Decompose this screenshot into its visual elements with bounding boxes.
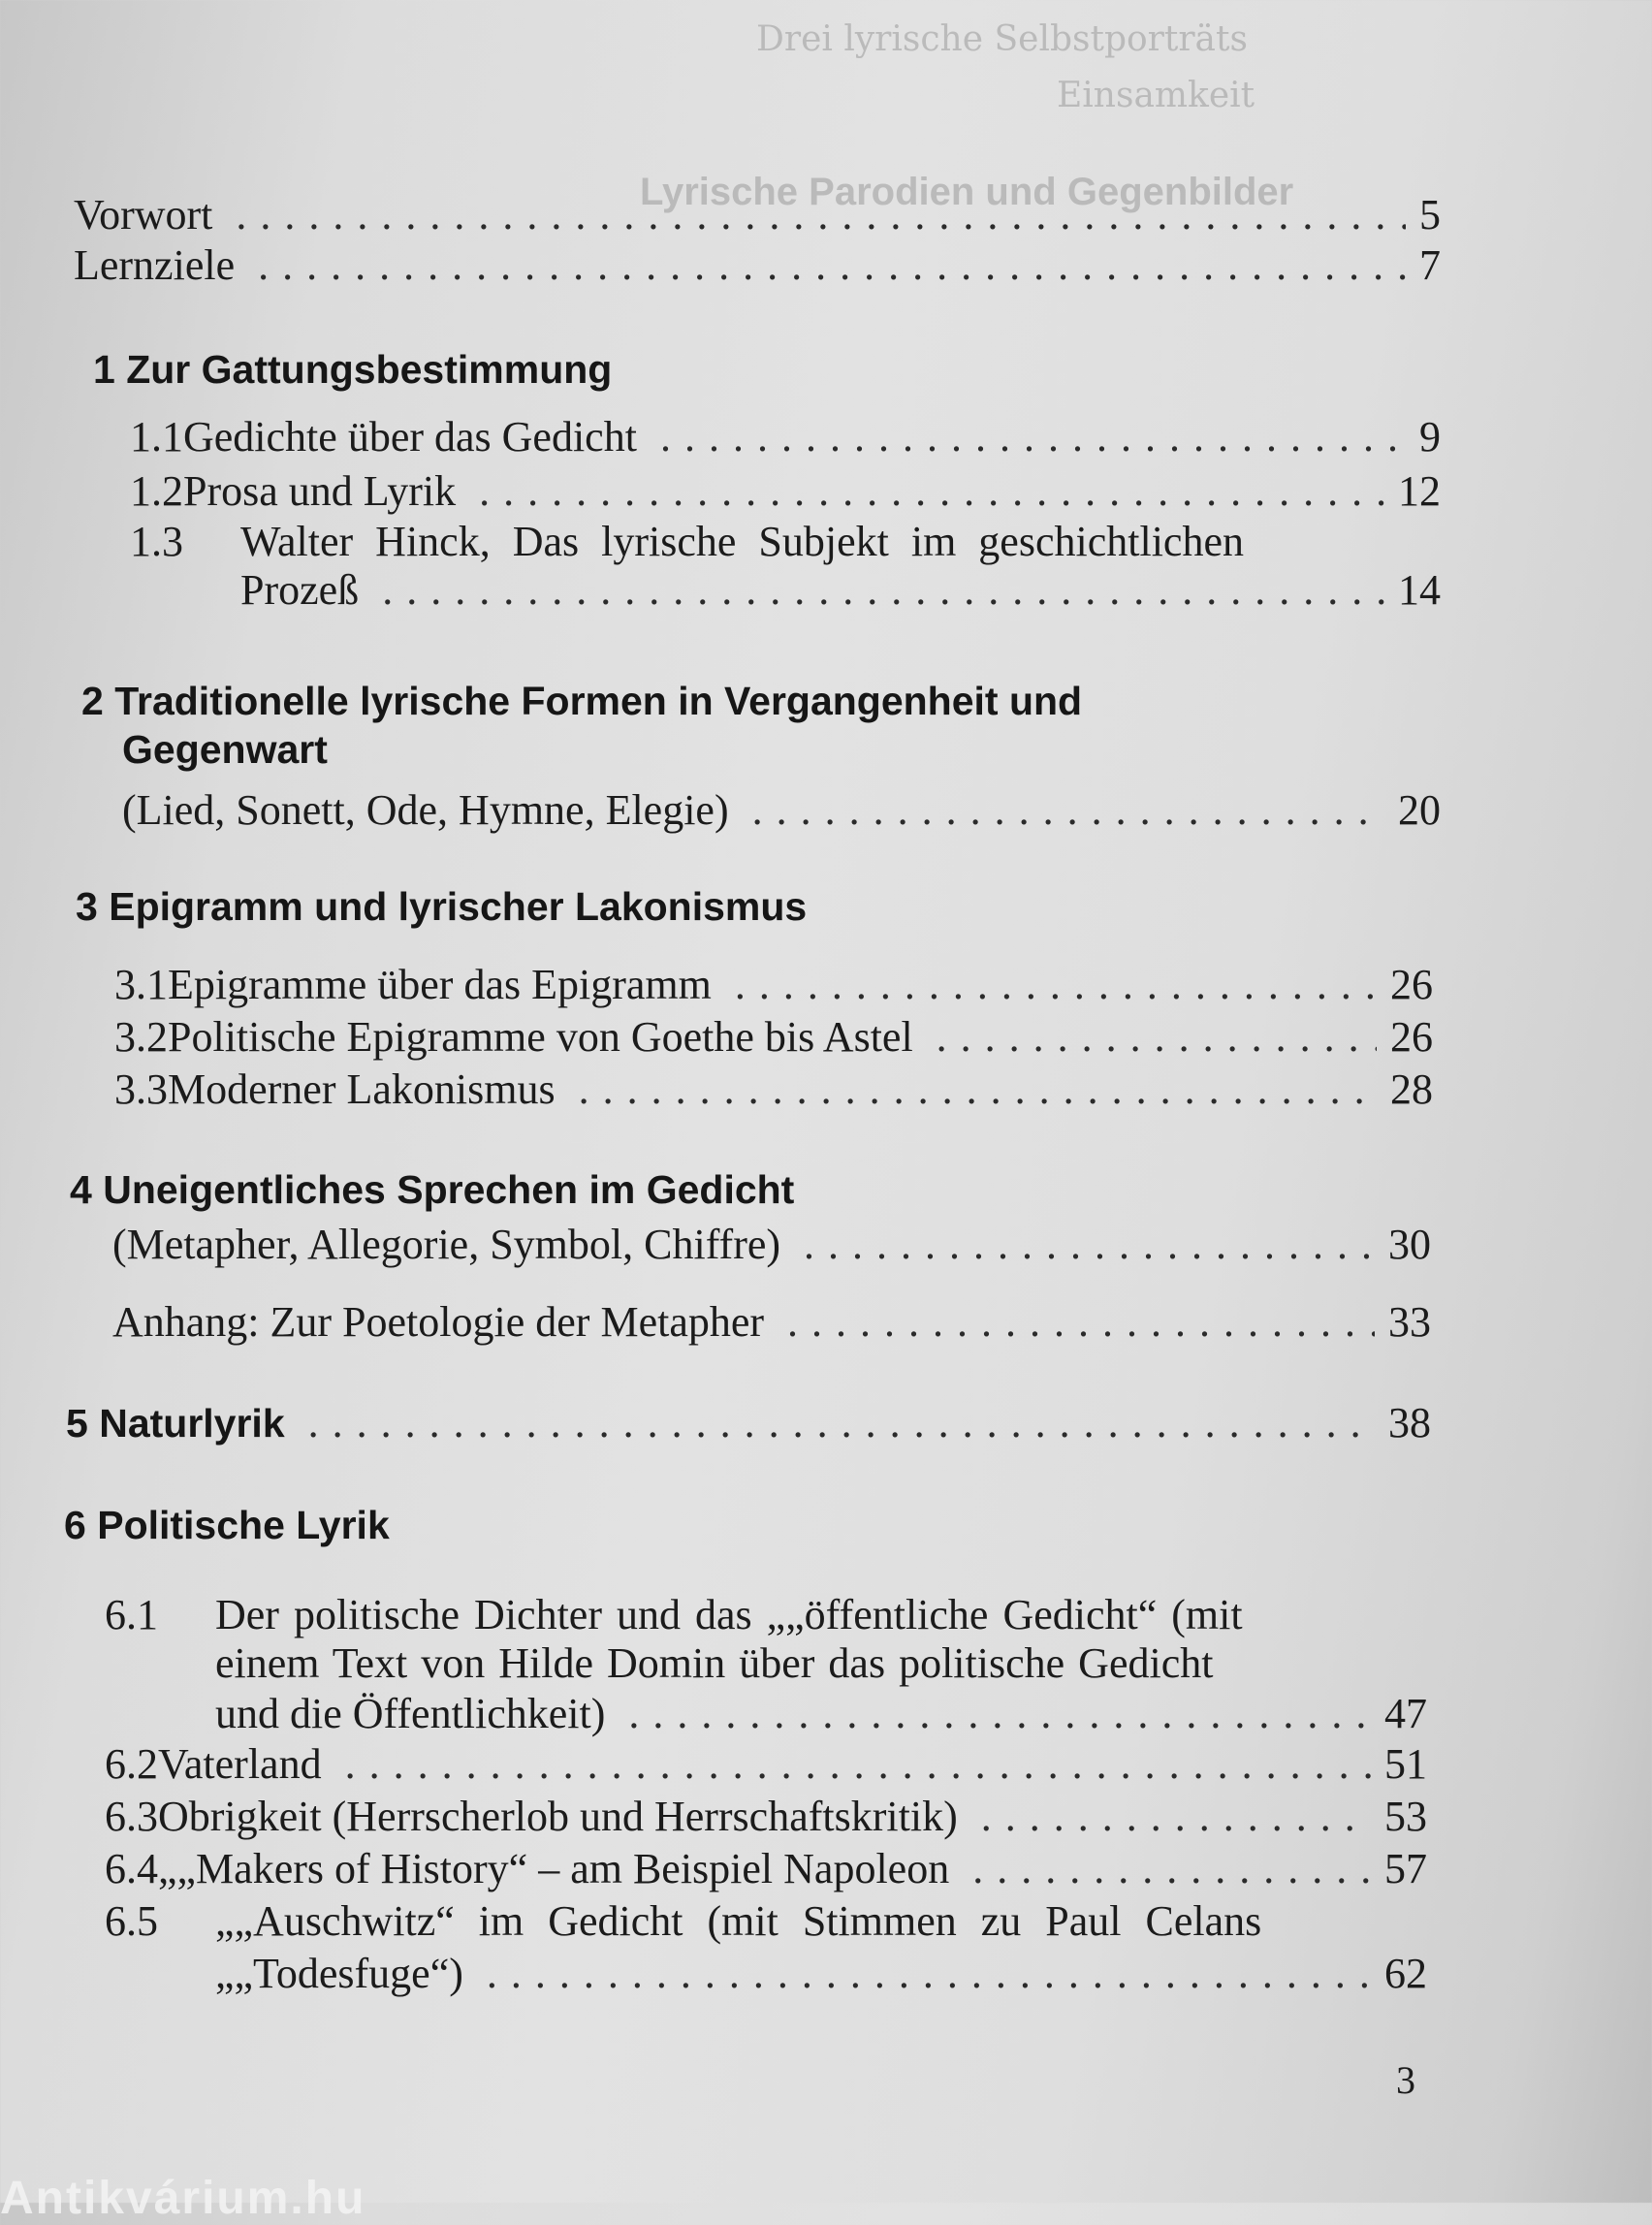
chapter-title: Zur Gattungsbestimmung bbox=[126, 347, 613, 392]
section-number: 6.5 bbox=[105, 1897, 158, 1945]
dot-leader bbox=[628, 1689, 1371, 1738]
dot-leader bbox=[804, 1220, 1375, 1269]
page-number: 53 bbox=[1384, 1793, 1427, 1840]
section-number: 1.3 bbox=[130, 518, 183, 565]
chapter-subtitle: (Lied, Sonett, Ode, Hymne, Elegie) bbox=[122, 786, 729, 834]
chapter-number: 3 bbox=[76, 884, 98, 929]
toc-entry-3-1[interactable] bbox=[114, 960, 1433, 1009]
section-number: 6.2 bbox=[105, 1740, 158, 1788]
chapter-title-continued: Gegenwart bbox=[122, 727, 328, 772]
toc-entry-lernziele[interactable] bbox=[74, 240, 1441, 290]
entry-title: „„Auschwitz“ im Gedicht (mit Stimmen zu Paul Celans bbox=[215, 1897, 1262, 1945]
page-number: 28 bbox=[1390, 1065, 1433, 1113]
toc-entry-6-2[interactable] bbox=[105, 1739, 1427, 1789]
dot-leader bbox=[972, 1844, 1371, 1893]
dot-leader bbox=[937, 1012, 1377, 1062]
toc-entry-3-3[interactable] bbox=[114, 1065, 1433, 1114]
bleed-through-line: Einsamkeit bbox=[1057, 76, 1255, 115]
toc-entry-6-1[interactable] bbox=[215, 1689, 1427, 1738]
chapter-number: 6 bbox=[64, 1503, 86, 1547]
entry-title: Epigramme über das Epigramm bbox=[168, 961, 712, 1008]
entry-title: Anhang: Zur Poetologie der Metapher bbox=[112, 1298, 765, 1346]
toc-entry-5[interactable] bbox=[66, 1398, 1431, 1447]
entry-title: Walter Hinck, Das lyrische Subjekt im geschichtlichen bbox=[240, 518, 1244, 565]
toc-entry-4-appendix[interactable] bbox=[112, 1297, 1431, 1347]
dot-leader bbox=[735, 960, 1377, 1009]
dot-leader bbox=[308, 1398, 1375, 1447]
entry-title: Politische Epigramme von Goethe bis Astel bbox=[168, 1013, 913, 1061]
entry-title: Lernziele bbox=[74, 241, 236, 289]
section-number: 1.1 bbox=[130, 413, 183, 461]
section-number: 6.3 bbox=[105, 1793, 158, 1840]
page-number: 62 bbox=[1384, 1950, 1427, 1997]
entry-title: Prosa und Lyrik bbox=[183, 467, 457, 515]
page-number: 5 bbox=[1419, 191, 1441, 238]
entry-title: Der politische Dichter und das „„öffentliche Gedicht“ (mit bbox=[215, 1591, 1243, 1638]
dot-leader bbox=[236, 190, 1406, 239]
entry-title-continued: „„Todesfuge“) bbox=[215, 1950, 463, 1997]
toc-entry-6-5[interactable] bbox=[215, 1949, 1427, 1998]
watermark: Antikvárium.hu bbox=[0, 2173, 366, 2224]
toc-entry-6-4[interactable] bbox=[105, 1844, 1427, 1893]
page-folio: 3 bbox=[1396, 2058, 1415, 2102]
section-number: 6.1 bbox=[105, 1591, 158, 1638]
chapter-title: Epigramm und lyrischer Lakonismus bbox=[109, 884, 808, 929]
chapter-number: 5 bbox=[66, 1401, 88, 1446]
dot-leader bbox=[981, 1792, 1371, 1841]
toc-entry-1-2[interactable] bbox=[130, 466, 1441, 516]
entry-title: „„Makers of History“ – am Beispiel Napoleon bbox=[158, 1845, 950, 1892]
chapter-number: 4 bbox=[70, 1167, 92, 1212]
toc-entry-vorwort[interactable] bbox=[74, 190, 1441, 239]
toc-entry-6-5-line1[interactable] bbox=[105, 1896, 1261, 1946]
entry-title: Vaterland bbox=[158, 1740, 322, 1788]
entry-title-continued: einem Text von Hilde Domin über das politische Gedicht bbox=[215, 1639, 1214, 1687]
dot-leader bbox=[579, 1065, 1377, 1114]
dot-leader bbox=[258, 240, 1406, 290]
page-number: 7 bbox=[1419, 241, 1441, 289]
chapter-title: Uneigentliches Sprechen im Gedicht bbox=[103, 1167, 795, 1212]
dot-leader bbox=[752, 785, 1384, 835]
dot-leader bbox=[382, 565, 1384, 615]
chapter-heading-2[interactable] bbox=[81, 679, 1082, 724]
entry-title: Vorwort bbox=[74, 191, 213, 238]
chapter-title: Traditionelle lyrische Formen in Vergangenheit und bbox=[114, 679, 1083, 723]
dot-leader bbox=[660, 412, 1406, 461]
section-number: 3.3 bbox=[114, 1065, 168, 1113]
page-number: 12 bbox=[1398, 467, 1441, 515]
toc-entry-1-3-line1[interactable] bbox=[130, 517, 1244, 566]
toc-entry-6-3[interactable] bbox=[105, 1792, 1427, 1841]
dot-leader bbox=[479, 466, 1384, 516]
page-number: 26 bbox=[1390, 1013, 1433, 1061]
page-number: 9 bbox=[1419, 413, 1441, 461]
section-number: 3.1 bbox=[114, 961, 168, 1008]
section-number: 3.2 bbox=[114, 1013, 168, 1061]
chapter-heading-1[interactable] bbox=[93, 347, 612, 393]
page-number: 14 bbox=[1398, 566, 1441, 614]
bleed-through-line: Drei lyrische Selbstporträts bbox=[756, 19, 1248, 59]
section-number: 1.2 bbox=[130, 467, 183, 515]
toc-entry-1-3[interactable] bbox=[240, 565, 1441, 615]
page-number: 26 bbox=[1390, 961, 1433, 1008]
chapter-heading-4[interactable] bbox=[70, 1167, 794, 1213]
entry-title: Moderner Lakonismus bbox=[168, 1065, 556, 1113]
entry-title-continued: und die Öffentlichkeit) bbox=[215, 1690, 606, 1737]
chapter-title: Politische Lyrik bbox=[97, 1503, 390, 1547]
page-number: 30 bbox=[1388, 1221, 1431, 1268]
page-number: 20 bbox=[1398, 786, 1441, 834]
page-number: 47 bbox=[1384, 1690, 1427, 1737]
page-number: 51 bbox=[1384, 1740, 1427, 1788]
toc-entry-2[interactable] bbox=[122, 785, 1441, 835]
entry-title: Gedichte über das Gedicht bbox=[183, 413, 637, 461]
bleed-through-line: Lyrische Parodien und Gegenbilder bbox=[640, 171, 1294, 213]
chapter-title: Naturlyrik bbox=[99, 1401, 285, 1446]
chapter-number: 1 bbox=[93, 347, 115, 392]
chapter-subtitle: (Metapher, Allegorie, Symbol, Chiffre) bbox=[112, 1221, 781, 1268]
chapter-number: 2 bbox=[81, 679, 104, 723]
chapter-heading-2-continued bbox=[122, 727, 328, 773]
toc-entry-6-1-line1[interactable] bbox=[105, 1590, 1243, 1639]
chapter-heading-3[interactable] bbox=[76, 884, 807, 930]
entry-title: Obrigkeit (Herrscherlob und Herrschaftskritik) bbox=[158, 1793, 958, 1840]
page-number: 33 bbox=[1388, 1298, 1431, 1346]
page-number: 38 bbox=[1388, 1399, 1431, 1446]
toc-entry-6-1-line2 bbox=[215, 1638, 1213, 1688]
page-number: 57 bbox=[1384, 1845, 1427, 1892]
dot-leader bbox=[787, 1297, 1375, 1347]
toc-entry-1-1[interactable] bbox=[130, 412, 1441, 461]
chapter-heading-6[interactable] bbox=[64, 1503, 390, 1548]
dot-leader bbox=[487, 1949, 1371, 1998]
toc-entry-4[interactable] bbox=[112, 1220, 1431, 1269]
toc-entry-3-2[interactable] bbox=[114, 1012, 1433, 1062]
section-number: 6.4 bbox=[105, 1845, 158, 1892]
entry-title-continued: Prozeß bbox=[240, 566, 360, 614]
dot-leader bbox=[345, 1739, 1371, 1789]
